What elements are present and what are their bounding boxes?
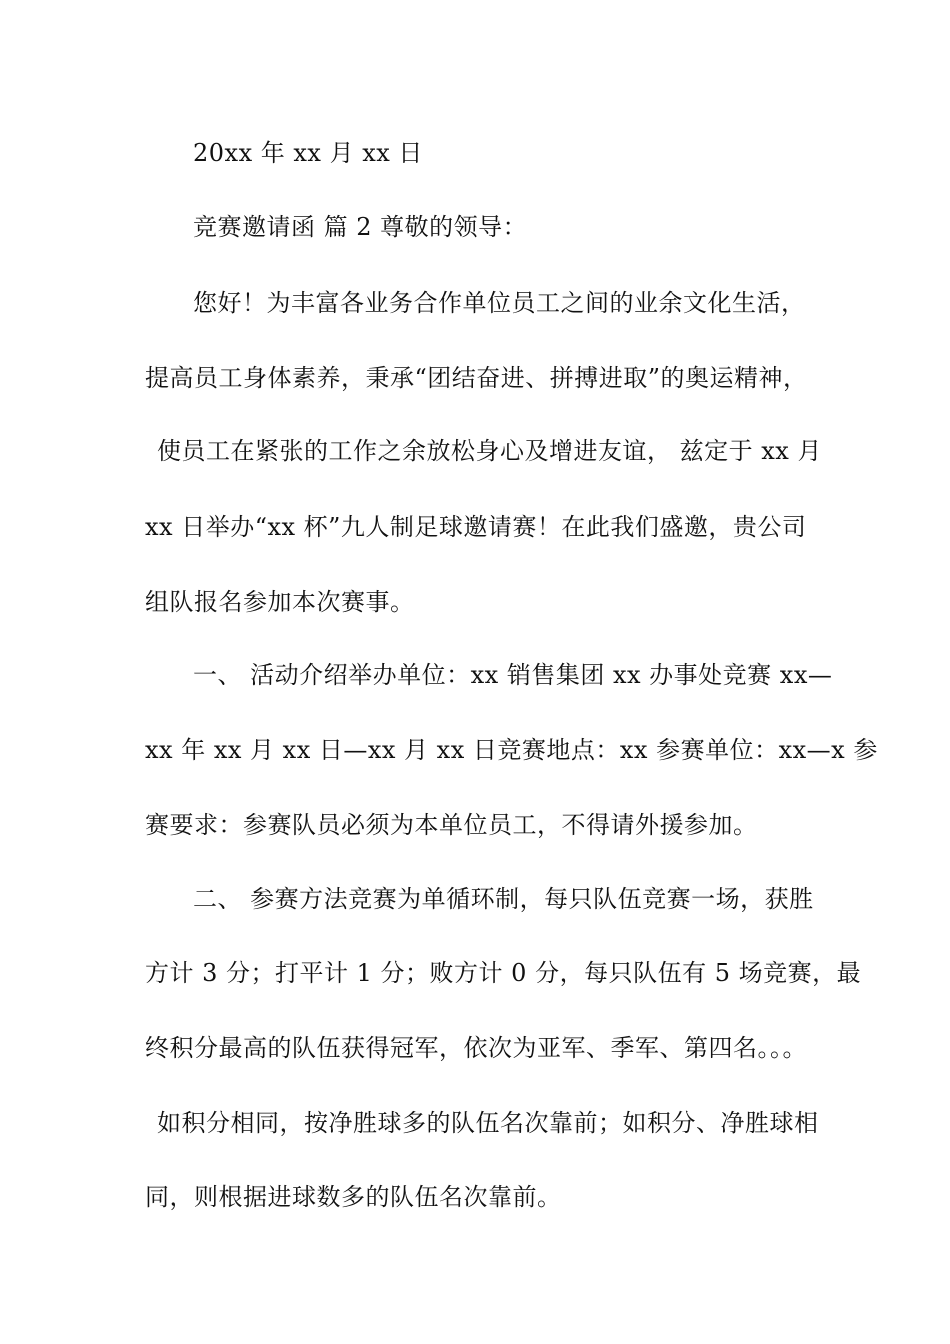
date-line: 20xx 年 xx 月 xx 日	[193, 139, 423, 167]
paragraph-line: 方计 3 分；打平计 1 分；败方计 0 分，每只队伍有 5 场竞赛，最	[145, 959, 862, 987]
section-one-line: 一、 活动介绍举办单位：xx 销售集团 xx 办事处竞赛 xx—	[193, 661, 833, 689]
section-two-line: 二、 参赛方法竞赛为单循环制，每只队伍竞赛一场，获胜	[193, 885, 814, 913]
paragraph-line: 同，则根据进球数多的队伍名次靠前。	[145, 1183, 562, 1211]
paragraph-line: 提高员工身体素养，秉承“团结奋进、拼搏进取”的奥运精神，	[145, 364, 808, 392]
paragraph-line: 赛要求：参赛队员必须为本单位员工，不得请外援参加。	[145, 811, 758, 839]
paragraph-line: xx 年 xx 月 xx 日—xx 月 xx 日竞赛地点：xx 参赛单位：xx—x 参	[145, 736, 878, 764]
heading-line: 竞赛邀请函 篇 2 尊敬的领导：	[193, 213, 528, 241]
paragraph-line: 如积分相同，按净胜球多的队伍名次靠前；如积分、净胜球相	[157, 1109, 819, 1137]
paragraph-line: 使员工在紧张的工作之余放松身心及增进友谊， 兹定于 xx 月	[157, 437, 822, 465]
paragraph-line: 终积分最高的队伍获得冠军，依次为亚军、季军、第四名。。。	[145, 1034, 807, 1062]
paragraph-line: 组队报名参加本次赛事。	[145, 588, 415, 616]
paragraph-line: xx 日举办“xx 杯”九人制足球邀请赛！在此我们盛邀，贵公司	[145, 513, 807, 541]
paragraph-line: 您好！为丰富各业务合作单位员工之间的业余文化生活，	[193, 289, 806, 317]
